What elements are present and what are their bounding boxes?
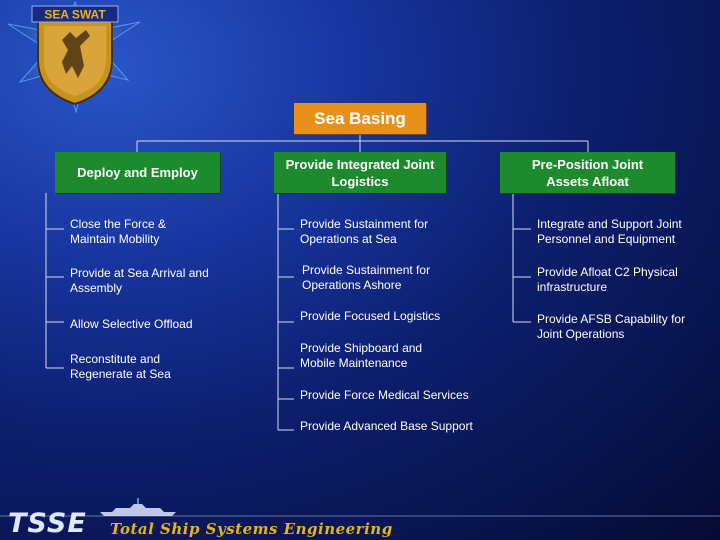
- footer-acronym: TSSE: [8, 508, 87, 539]
- col2-item-3: Provide Focused Logistics: [300, 309, 441, 323]
- ship-silhouette-icon: [100, 504, 176, 516]
- col2-item-4: Provide Shipboard and Mobile Maintenance: [300, 341, 423, 370]
- col3-item-3: Provide AFSB Capability for Joint Operations: [537, 312, 686, 341]
- col3-item-2: Provide Afloat C2 Physical infrastructure: [537, 265, 678, 294]
- col2-item-5: Provide Force Medical Services: [300, 388, 469, 402]
- logo-text: SEA SWAT: [44, 7, 106, 22]
- heading-label: Provide Integrated Joint Logistics: [285, 156, 435, 189]
- heading-label: Pre-Position Joint Assets Afloat: [531, 156, 644, 189]
- col1-item-4: Reconstitute and Regenerate at Sea: [70, 352, 171, 381]
- col1-item-1: Close the Force & Maintain Mobility: [70, 217, 167, 246]
- col1-item-3: Allow Selective Offload: [70, 317, 193, 331]
- heading-label: Deploy and Employ: [77, 165, 198, 180]
- heading-integrated-logistics: [274, 152, 446, 193]
- root-node-sea-basing: [294, 103, 426, 134]
- footer-tagline: Total Ship Systems Engineering: [110, 520, 393, 538]
- root-label: Sea Basing: [314, 108, 406, 128]
- col3-item-1: Integrate and Support Joint Personnel and Equipment: [537, 217, 682, 246]
- heading-deploy-and-employ: [55, 152, 220, 193]
- heading-pre-position: [500, 152, 675, 193]
- col1-item-2: Provide at Sea Arrival and Assembly: [70, 266, 209, 295]
- col2-item-2: Provide Sustainment for Operations Ashore: [302, 263, 431, 292]
- sea-swat-logo: [0, 0, 150, 115]
- col2-item-1: Provide Sustainment for Operations at Sea: [300, 217, 429, 246]
- col2-item-6: Provide Advanced Base Support: [300, 419, 473, 433]
